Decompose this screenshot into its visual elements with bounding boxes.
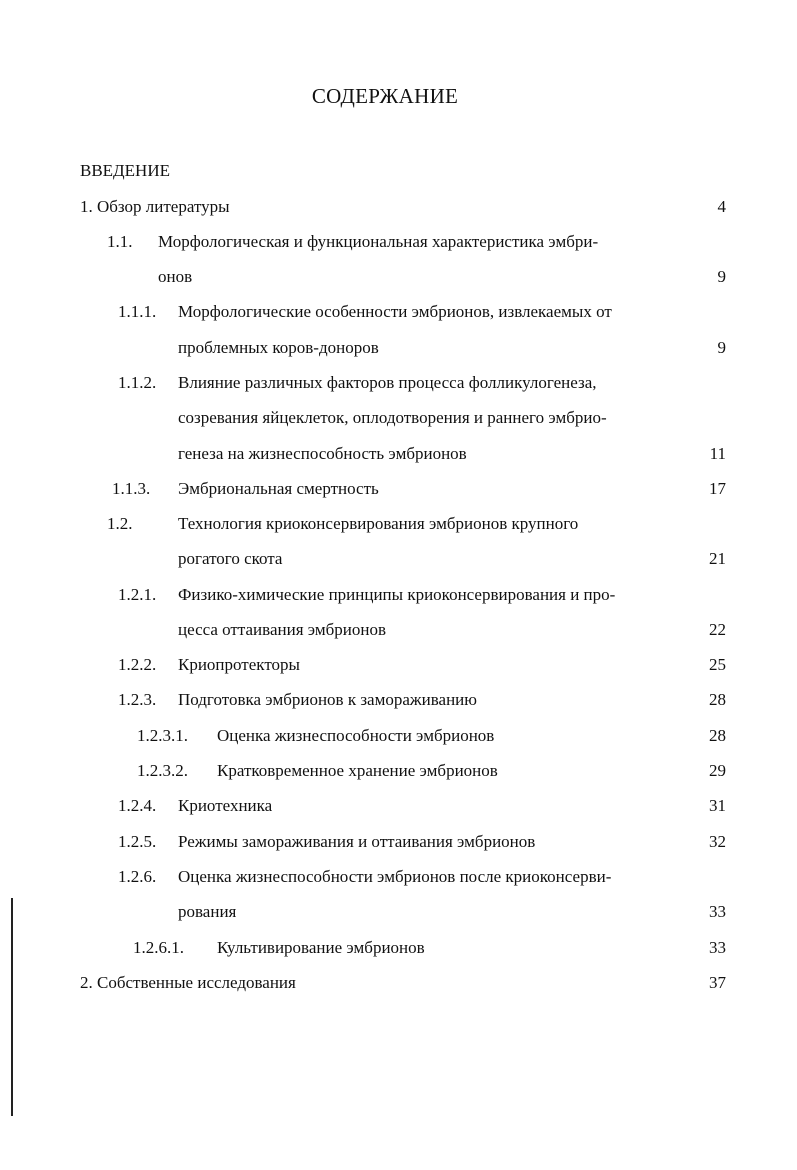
toc-entry-number: 1.2.4.: [118, 796, 157, 815]
toc-page-number: 31: [709, 796, 726, 815]
toc-entry-number: 1.2.3.1.: [137, 726, 188, 745]
toc-page-number: 9: [717, 338, 726, 357]
toc-entry-text: Морфологические особенности эмбрионов, извлекаемых от: [178, 302, 612, 321]
scan-edge-line: [11, 898, 13, 1116]
toc-entry-text: Кратковременное хранение эмбрионов: [217, 761, 498, 780]
toc-entry-text: Физико-химические принципы криоконсервирования и про-: [178, 585, 616, 604]
toc-page-number: 33: [709, 902, 726, 921]
toc-page-number: 28: [709, 726, 726, 745]
toc-entry-text: онов: [158, 267, 193, 286]
toc-entry-text: Культивирование эмбрионов: [217, 938, 425, 957]
toc-entry-number: 1.2.3.2.: [137, 761, 188, 780]
toc-entry-text: Оценка жизнеспособности эмбрионов после криоконсерви-: [178, 867, 612, 886]
toc-entry-number: 1.1.: [107, 232, 133, 251]
toc-entry-text: Влияние различных факторов процесса фолликулогенеза,: [178, 373, 597, 392]
page-title: СОДЕРЖАНИЕ: [311, 84, 459, 108]
toc-entry-text: ВВЕДЕНИЕ: [80, 161, 170, 180]
toc-entry-number: 1.1.3.: [112, 479, 151, 498]
toc-entry-text: Эмбриональная смертность: [178, 479, 379, 498]
toc-entry-number: 1.2.5.: [118, 832, 157, 851]
toc-page-number: 25: [709, 655, 726, 674]
toc-entry-text: проблемных коров-доноров: [178, 338, 379, 357]
toc-page-number: 21: [709, 549, 726, 568]
toc-entry-text: 1. Обзор литературы: [80, 197, 230, 216]
toc-page-number: 29: [709, 761, 726, 780]
toc-entry-text: Морфологическая и функциональная характеристика эмбри-: [158, 232, 599, 251]
toc-page-number: 22: [709, 620, 726, 639]
toc-entry-number: 1.1.2.: [118, 373, 157, 392]
toc-entry-number: 1.1.1.: [118, 302, 157, 321]
toc-page-number: 9: [717, 267, 726, 286]
toc-entry-text: Оценка жизнеспособности эмбрионов: [217, 726, 495, 745]
toc-page-number: 33: [709, 938, 726, 957]
toc-page-number: 4: [717, 197, 726, 216]
toc-entry-number: 1.2.2.: [118, 655, 157, 674]
toc-entry-text: 2. Собственные исследования: [80, 973, 296, 992]
toc-entry-text: цесса оттаивания эмбрионов: [178, 620, 387, 639]
toc-entry-number: 1.2.: [107, 514, 133, 533]
toc-entry-text: Режимы замораживания и оттаивания эмбрионов: [178, 832, 536, 851]
toc-entry-text: Криопротекторы: [178, 655, 300, 674]
toc-page-number: 28: [709, 690, 726, 709]
toc-entry-text: Криотехника: [178, 796, 273, 815]
toc-page-number: 11: [709, 444, 726, 463]
toc-page-number: 32: [709, 832, 726, 851]
toc-entry-number: 1.2.6.: [118, 867, 157, 886]
toc-entry-text: созревания яйцеклеток, оплодотворения и раннего эмбрио-: [178, 408, 607, 427]
toc-entry-number: 1.2.1.: [118, 585, 157, 604]
toc-entry-text: генеза на жизнеспособность эмбрионов: [178, 444, 467, 463]
toc-page-number: 17: [709, 479, 726, 498]
toc-entry-number: 1.2.3.: [118, 690, 157, 709]
toc-entry-text: Технология криоконсервирования эмбрионов крупного: [178, 514, 579, 533]
toc-page-number: 37: [709, 973, 726, 992]
toc-entry-introduction: [80, 161, 170, 181]
toc-entry-text: рогатого скота: [178, 549, 283, 568]
toc-entry-text: Подготовка эмбрионов к замораживанию: [178, 690, 477, 709]
toc-entry-number: 1.2.6.1.: [133, 938, 184, 957]
toc-entry-text: рования: [178, 902, 237, 921]
